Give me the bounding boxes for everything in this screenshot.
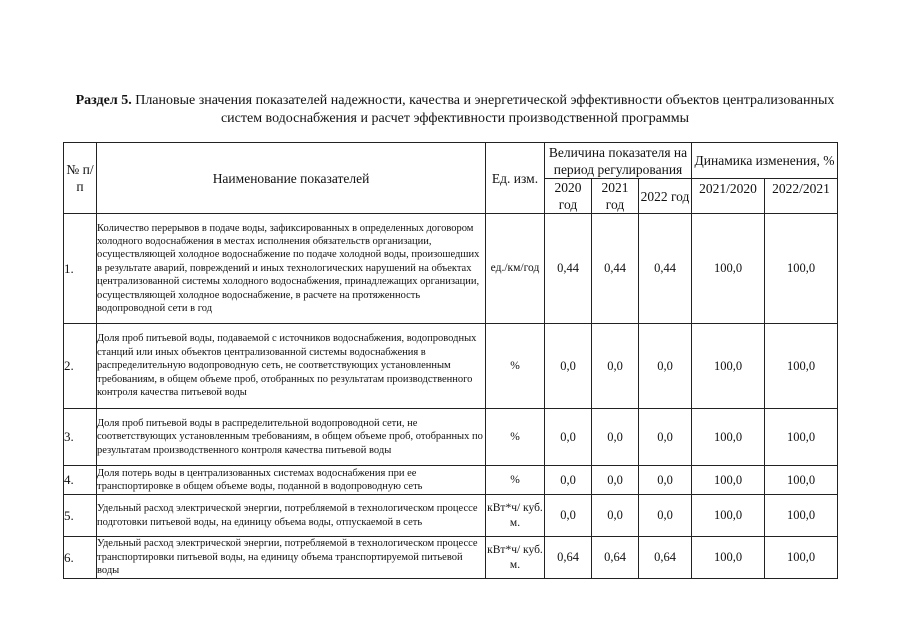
- row-number: 4.: [64, 466, 97, 495]
- row-value-2021: 0,0: [592, 409, 639, 466]
- header-dynamics-group: Динамика изменения, %: [692, 143, 838, 179]
- row-number: 1.: [64, 214, 97, 324]
- row-value-2022: 0,0: [639, 409, 692, 466]
- table-row: [64, 409, 838, 466]
- row-name: Доля проб питьевой воды, подаваемой с источников водоснабжения, водопроводных станций или иных объектов централизованной системы водоснабжения в распределительную водопроводную сеть, не соответствующих установленным требованиям, в общем объеме проб, отобранных по результатам производственного контроля качества питьевой воды: [97, 324, 486, 409]
- table-row: [64, 324, 838, 409]
- row-value-2022: 0,0: [639, 324, 692, 409]
- row-value-2021: 0,0: [592, 324, 639, 409]
- row-value-2021: 0,0: [592, 495, 639, 537]
- row-value-2020: 0,0: [545, 495, 592, 537]
- row-dyn-2022-2021: 100,0: [765, 466, 838, 495]
- row-value-2021: 0,64: [592, 537, 639, 579]
- table-row: [64, 495, 838, 537]
- row-value-2020: 0,0: [545, 324, 592, 409]
- row-dyn-2022-2021: 100,0: [765, 537, 838, 579]
- row-number: 3.: [64, 409, 97, 466]
- row-value-2022: 0,0: [639, 466, 692, 495]
- row-value-2021: 0,44: [592, 214, 639, 324]
- row-number: 5.: [64, 495, 97, 537]
- row-unit: %: [486, 324, 545, 409]
- row-dyn-2022-2021: 100,0: [765, 324, 838, 409]
- header-dyn-2021-2020: 2021/2020: [692, 179, 765, 214]
- row-unit: ед./км/год: [486, 214, 545, 324]
- row-unit: %: [486, 466, 545, 495]
- table-row: [64, 466, 838, 495]
- row-number: 2.: [64, 324, 97, 409]
- row-number: 6.: [64, 537, 97, 579]
- row-dyn-2021-2020: 100,0: [692, 537, 765, 579]
- header-year-2020: 2020 год: [545, 179, 592, 214]
- header-name: Наименование показателей: [97, 143, 486, 214]
- page-title: [60, 92, 850, 128]
- table-row: [64, 214, 838, 324]
- indicators-table: [63, 142, 838, 579]
- row-value-2022: 0,0: [639, 495, 692, 537]
- row-name: Удельный расход электрической энергии, потребляемой в технологическом процессе подготовки питьевой воды, на единицу объема воды, отпускаемой в сеть: [97, 495, 486, 537]
- row-unit: кВт*ч/ куб. м.: [486, 495, 545, 537]
- table-row: [64, 537, 838, 579]
- row-value-2021: 0,0: [592, 466, 639, 495]
- row-value-2020: 0,0: [545, 466, 592, 495]
- row-value-2022: 0,64: [639, 537, 692, 579]
- row-dyn-2021-2020: 100,0: [692, 324, 765, 409]
- row-dyn-2021-2020: 100,0: [692, 409, 765, 466]
- header-no: № п/п: [64, 143, 97, 214]
- row-name: Доля потерь воды в централизованных системах водоснабжения при ее транспортировке в общем объеме воды, поданной в водопроводную сеть: [97, 466, 486, 495]
- row-value-2022: 0,44: [639, 214, 692, 324]
- row-dyn-2022-2021: 100,0: [765, 495, 838, 537]
- row-name: Удельный расход электрической энергии, потребляемой в технологическом процессе транспортировки питьевой воды, на единицу объема транспортируемой питьевой воды: [97, 537, 486, 579]
- header-dyn-2022-2021: 2022/2021: [765, 179, 838, 214]
- header-year-2021: 2021 год: [592, 179, 639, 214]
- row-name: Количество перерывов в подаче воды, зафиксированных в определенных договором холодного водоснабжения в местах исполнения обязательств организации, осуществляющей холодное водоснабжение по подаче холодной воды, произошедших в результате аварий, повреждений и иных технологических нарушений на объектах централизованной системы холодного водоснабжения, принадлежащих организации, осуществляющей холодное водоснабжение, в расчете на протяженность водопроводной сети в год: [97, 214, 486, 324]
- row-unit: кВт*ч/ куб. м.: [486, 537, 545, 579]
- row-dyn-2021-2020: 100,0: [692, 214, 765, 324]
- row-dyn-2022-2021: 100,0: [765, 409, 838, 466]
- row-value-2020: 0,44: [545, 214, 592, 324]
- row-name: Доля проб питьевой воды в распределительной водопроводной сети, не соответствующих установленным требованиям, в общем объеме проб, отобранных по результатам производственного контроля качества питьевой воды: [97, 409, 486, 466]
- header-value-group: Величина показателя на период регулирования: [545, 143, 692, 179]
- row-dyn-2021-2020: 100,0: [692, 466, 765, 495]
- row-value-2020: 0,0: [545, 409, 592, 466]
- section-title: Плановые значения показателей надежности, качества и энергетической эффективности объектов централизованных систем водоснабжения и расчет эффективности производственной программы: [135, 93, 835, 126]
- section-label: Раздел 5.: [75, 93, 132, 108]
- row-unit: %: [486, 409, 545, 466]
- row-dyn-2021-2020: 100,0: [692, 495, 765, 537]
- row-dyn-2022-2021: 100,0: [765, 214, 838, 324]
- header-year-2022: 2022 год: [639, 179, 692, 214]
- row-value-2020: 0,64: [545, 537, 592, 579]
- header-unit: Ед. изм.: [486, 143, 545, 214]
